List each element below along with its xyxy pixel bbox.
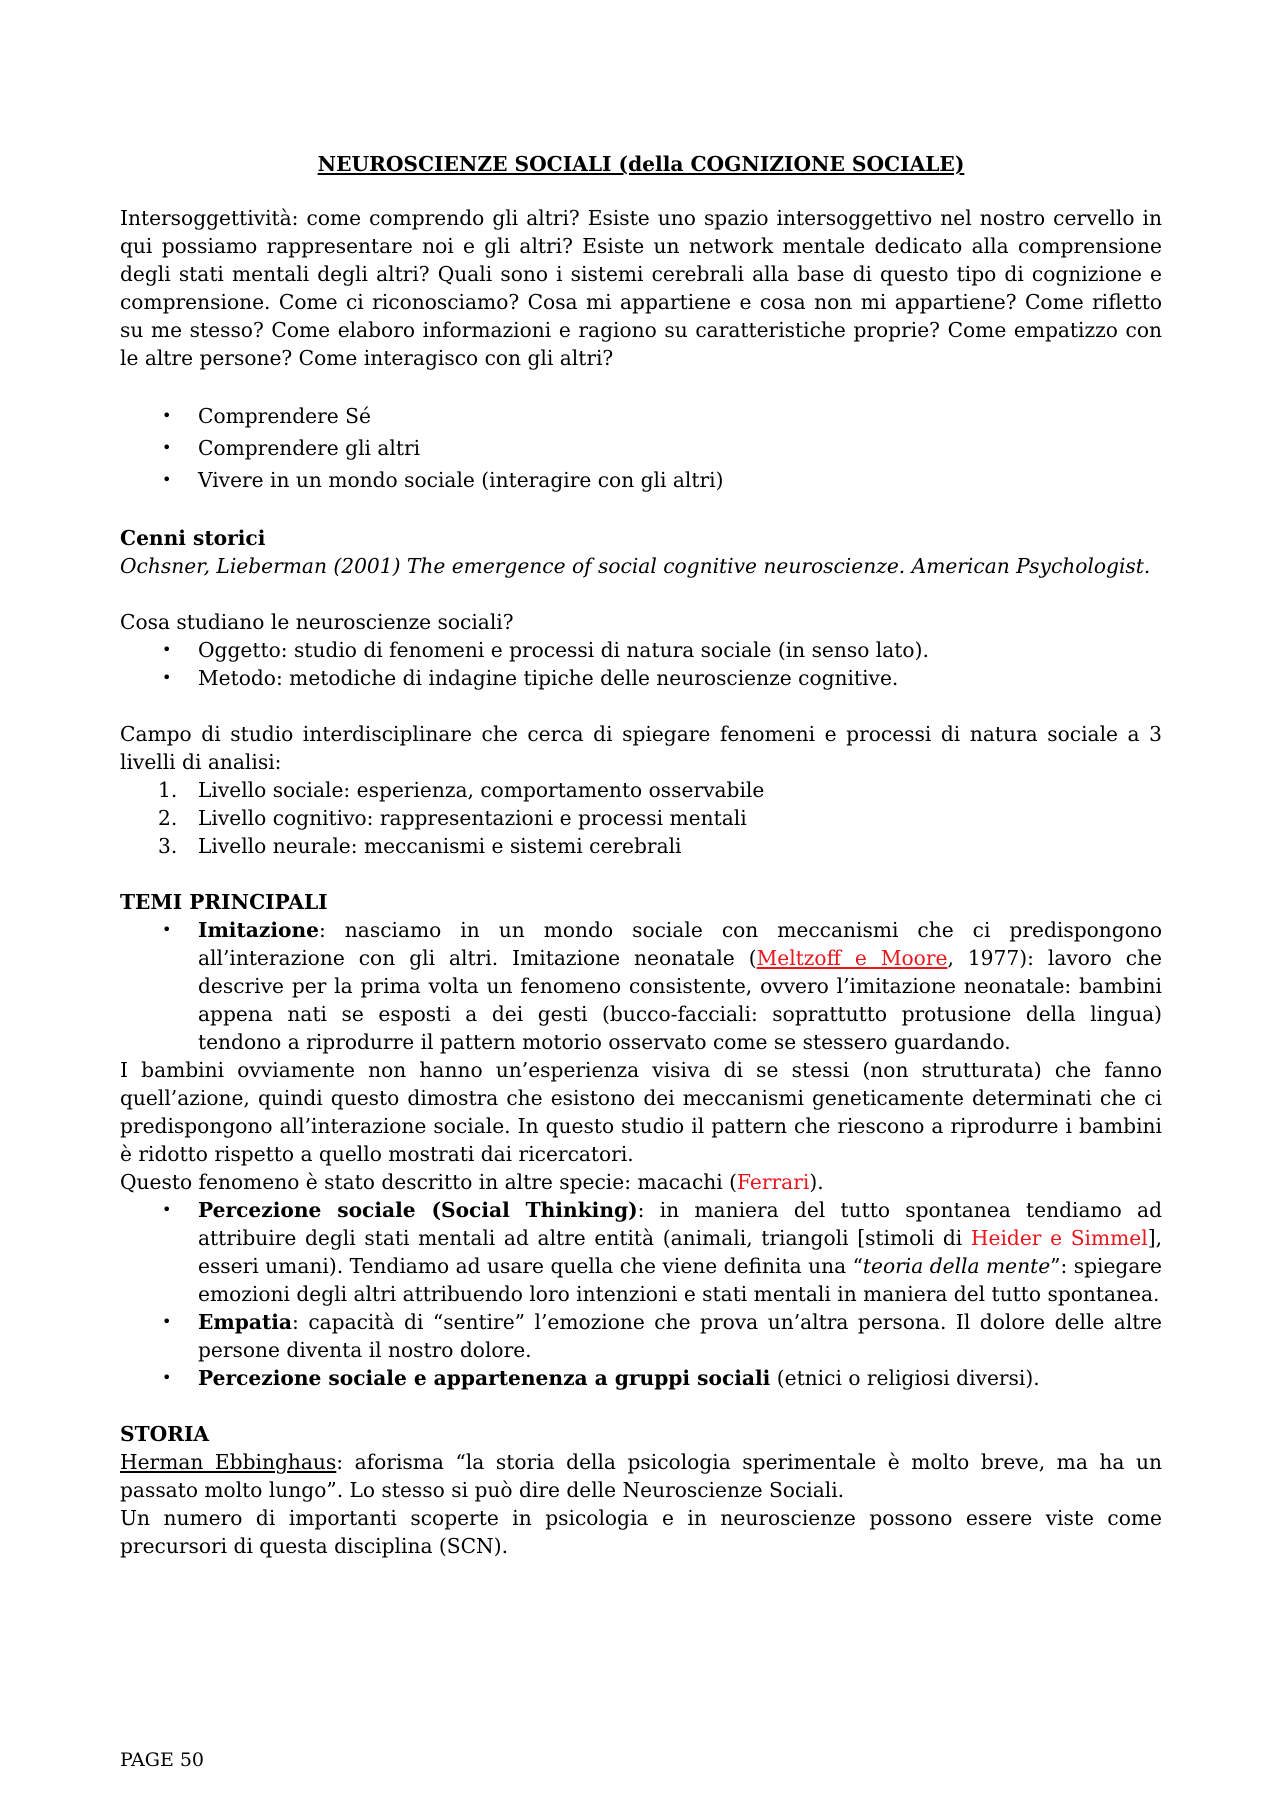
intro-list — [120, 400, 1162, 496]
list-number: 2. — [158, 806, 178, 830]
temi-list-a — [120, 916, 1162, 1056]
text: : nasciamo in un mondo sociale con meccanismi che ci predispongono all’interazione con gli altri. Imitazione neonatale ( — [198, 918, 1162, 970]
list-item: • Metodo: metodiche di indagine tipiche delle neuroscienze cognitive. — [120, 664, 1162, 692]
list-item — [120, 804, 1162, 832]
list-item: • Vivere in un mondo sociale (interagire con gli altri) — [120, 464, 1162, 496]
text: ”: spiegare emozioni degli altri attribuendo loro intenzioni e stati mentali in maniera del tutto spontanea. — [198, 1254, 1162, 1306]
text: Questo fenomeno è stato descritto in altre specie: macachi ( — [120, 1170, 738, 1194]
levels-list — [120, 776, 1162, 860]
campo-paragraph: Campo di studio interdisciplinare che cerca di spiegare fenomeni e processi di natura sociale a 3 livelli di analisi: — [120, 722, 1162, 774]
heading-storia: STORIA — [120, 1422, 210, 1446]
text: (etnici o religiosi diversi). — [770, 1366, 1040, 1390]
name-ebbinghaus: Herman Ebbinghaus — [120, 1450, 337, 1474]
document-page — [120, 150, 1162, 1560]
text: , 1977): lavoro che descrive per la prima volta un fenomeno consistente, ovvero l’imitazione neonatale: bambini appena nati se esposti a dei gesti (bucco-facciali: soprattutto protusione della lingua) tendono a riprodurre il pattern motorio osservato come se stessero guardando. — [198, 946, 1162, 1054]
term-percezione-sociale: Percezione sociale (Social Thinking) — [198, 1198, 638, 1222]
text: ], esseri umani). Tendiamo ad usare quella che viene definita una “ — [198, 1226, 1162, 1278]
reference-meltzoff-moore: Meltzoff e Moore — [756, 946, 948, 970]
paragraph-scoperte: Un numero di importanti scoperte in psicologia e in neuroscienze possono essere viste come precursori di questa disciplina (SCN). — [120, 1506, 1162, 1558]
reference-heider-simmel: Heider e Simmel — [970, 1226, 1148, 1250]
list-item — [120, 776, 1162, 804]
text: : in maniera del tutto spontanea tendiamo ad attribuire degli stati mentali ad altre entità (animali, triangoli [stimoli di — [198, 1198, 1162, 1250]
list-number: 3. — [158, 834, 178, 858]
list-text: Livello neurale: meccanismi e sistemi cerebrali — [198, 834, 682, 858]
text: : aforisma “la storia della psicologia sperimentale è molto breve, ma ha un passato molto lungo”. Lo stesso si può dire delle Neuroscienze Sociali. — [120, 1450, 1162, 1502]
list-item: • Comprendere gli altri — [120, 432, 1162, 464]
list-item: • Comprendere Sé — [120, 400, 1162, 432]
list-item-empatia — [120, 1308, 1162, 1364]
document-title: NEUROSCIENZE SOCIALI (della COGNIZIONE SOCIALE) — [317, 152, 965, 176]
intro-paragraph: Intersoggettività: come comprendo gli altri? Esiste uno spazio intersoggettivo nel nostro cervello in qui possiamo rappresentare noi e gli altri? Esiste un network mentale dedicato alla comprensione degli stati mentali degli altri? Quali sono i sistemi cerebrali alla base di questo tipo di cognizione e comprensione. Come ci riconosciamo? Cosa mi appartiene e cosa non mi appartiene? Come rifletto su me stesso? Come elaboro informazioni e ragiono su caratteristiche proprie? Come empatizzo con le altre persone? Come interagisco con gli altri? — [120, 206, 1162, 370]
question-cosa-studiano: Cosa studiano le neuroscienze sociali? — [120, 610, 514, 634]
paragraph-bambini: I bambini ovviamente non hanno un’esperienza visiva di se stessi (non strutturata) che fanno quell’azione, quindi questo dimostra che esistono dei meccanismi geneticamente determinati che ci predispongono all’interazione sociale. In questo studio il pattern che riescono a riprodurre i bambini è ridotto rispetto a quello mostrati dai ricercatori. — [120, 1058, 1162, 1166]
cosa-list — [120, 636, 1162, 692]
heading-cenni-storici: Cenni storici — [120, 526, 266, 550]
term-empatia: Empatia — [198, 1310, 293, 1334]
text: : capacità di “sentire” l’emozione che prova un’altra persona. Il dolore delle altre persone diventa il nostro dolore. — [198, 1310, 1162, 1362]
list-item-percezione — [120, 1196, 1162, 1308]
paragraph-macachi — [120, 1168, 1162, 1196]
reference-ferrari: Ferrari — [737, 1170, 810, 1194]
list-item-gruppi — [120, 1364, 1162, 1392]
list-item — [120, 832, 1162, 860]
list-text: Livello sociale: esperienza, comportamento osservabile — [198, 778, 765, 802]
heading-temi-principali: TEMI PRINCIPALI — [120, 890, 328, 914]
text: ). — [809, 1170, 824, 1194]
list-item-imitazione — [120, 916, 1162, 1056]
list-text: Livello cognitivo: rappresentazioni e processi mentali — [198, 806, 747, 830]
list-number: 1. — [158, 778, 178, 802]
list-item: • Oggetto: studio di fenomeni e processi di natura sociale (in senso lato). — [120, 636, 1162, 664]
citation: Ochsner, Lieberman (2001) The emergence of social cognitive neuroscienze. American Psychologist. — [120, 554, 1151, 578]
term-imitazione: Imitazione — [198, 918, 319, 942]
term-gruppi-sociali: Percezione sociale e appartenenza a gruppi sociali — [198, 1366, 771, 1390]
paragraph-ebbinghaus — [120, 1448, 1162, 1504]
temi-list-b — [120, 1196, 1162, 1392]
text-italic: teoria della mente — [862, 1254, 1051, 1278]
page-number: PAGE 50 — [120, 1749, 205, 1771]
